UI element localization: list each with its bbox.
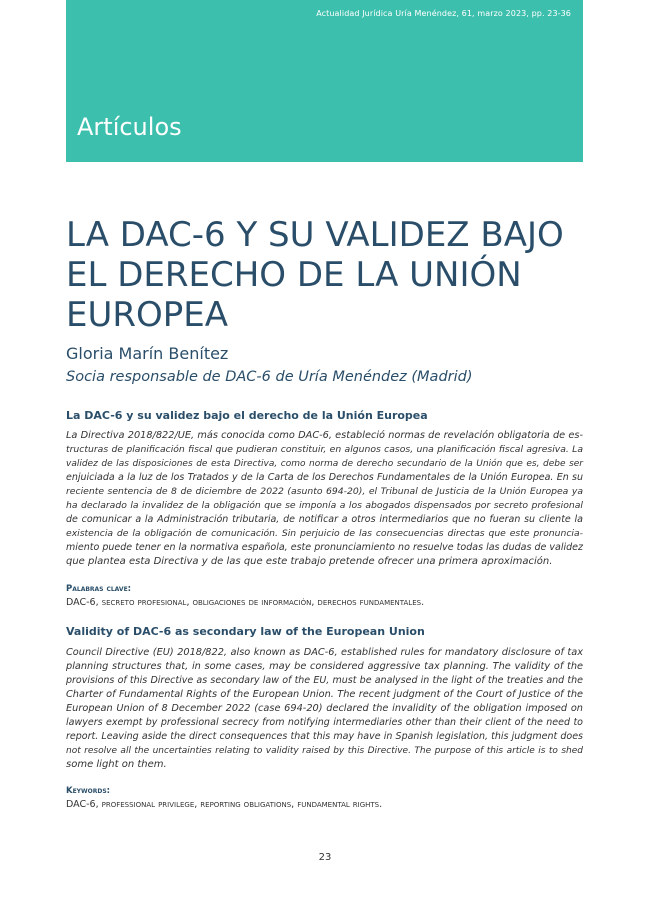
- keywords-es-label: Palabras clave:: [66, 584, 132, 594]
- abstract-es-line: La Directiva 2018/822/UE, más conocida como DAC-6, estableció normas de revelación obligatoria de es-: [66, 430, 583, 441]
- abstract-en-line: provisions of this Directive as secondary law of the EU, must be analysed in the light of the treaties and the: [66, 675, 583, 686]
- abstract-es-body: [66, 429, 583, 569]
- abstract-en-line: European Union of 8 December 2022 (case 694-20) declared the invalidity of the obligation imposed on: [66, 703, 583, 714]
- abstract-es-line: que plantea esta Directiva y de las que este trabajo pretende ofrecer una primera aproximación.: [66, 556, 553, 567]
- abstract-en-heading: Validity of DAC-6 as secondary law of the European Union: [66, 625, 425, 638]
- abstract-en-line: Council Directive (EU) 2018/822, also known as DAC-6, established rules for mandatory disclosure of tax: [66, 647, 583, 658]
- abstract-es-line: tructuras de planificación fiscal que pudieran constituir, en algunos casos, una planificación fiscal agresiva. La: [66, 444, 583, 455]
- abstract-en-line: report. Leaving aside the direct consequences that this may have in Spanish legislation, this judgment does: [66, 731, 583, 742]
- abstract-en-line: some light on them.: [66, 759, 167, 770]
- abstract-en-line: planning structures that, in some cases, may be considered aggressive tax planning. The validity of the: [66, 661, 583, 672]
- abstract-es-line: de comunicar a la Administración tributaria, de notificar a otros intermediarios que no fueran su cliente la: [66, 514, 583, 525]
- abstract-es-line: existencia de la obligación de comunicación. Sin perjuicio de las consecuencias directas que este pronuncia-: [66, 528, 583, 539]
- abstract-en-line: Charter of Fundamental Rights of the European Union. The recent judgment of the Court of Justice of the: [66, 689, 583, 700]
- keywords-es: DAC-6, secreto profesional, obligaciones de información, derechos fundamentales.: [66, 597, 425, 608]
- abstract-es-line: validez de las disposiciones de esta Directiva, como norma de derecho secundario de la Unión que es, debe ser: [66, 459, 583, 469]
- abstract-en-body: [66, 646, 583, 772]
- abstract-es-line: miento puede tener en la normativa española, este pronunciamiento no resuelve todas las dudas de validez: [66, 542, 583, 553]
- article-title-line: EL DERECHO DE LA UNIÓN: [66, 255, 522, 295]
- abstract-en-line: lawyers exempt by professional secrecy from notifying intermediaries other than their client of the need to: [66, 717, 583, 728]
- abstract-es-heading: La DAC-6 y su validez bajo el derecho de la Unión Europea: [66, 409, 428, 422]
- section-banner: [66, 0, 583, 162]
- article-title-line: LA DAC-6 Y SU VALIDEZ BAJO: [66, 215, 564, 255]
- page-number: 23: [318, 852, 332, 863]
- journal-reference: Actualidad Jurídica Uría Menéndez, 61, marzo 2023, pp. 23-36: [316, 9, 571, 18]
- article-title: [66, 215, 586, 335]
- keywords-en-label: Keywords:: [66, 786, 111, 796]
- abstract-es-line: reciente sentencia de 8 de diciembre de 2022 (asunto 694-20), el Tribunal de Justicia de la Unión Europea ya: [66, 486, 583, 497]
- author-affiliation: Socia responsable de DAC-6 de Uría Menéndez (Madrid): [66, 369, 473, 385]
- author-name: Gloria Marín Benítez: [66, 344, 229, 363]
- abstract-es-line: ha declarado la invalidez de la obligación que se imponía a los abogados dispensados por secreto profesional: [66, 500, 583, 511]
- abstract-en-line: not resolve all the uncertainties relating to validity raised by this Directive. The purpose of this article is to shed: [66, 746, 583, 756]
- article-title-line: EUROPEA: [66, 295, 228, 335]
- abstract-es-line: enjuiciada a la luz de los Tratados y de la Carta de los Derechos Fundamentales de la Unión Europea. En su: [66, 472, 583, 483]
- keywords-en: DAC-6, professional privilege, reporting obligations, fundamental rights.: [66, 799, 383, 810]
- section-label: Artículos: [77, 113, 182, 141]
